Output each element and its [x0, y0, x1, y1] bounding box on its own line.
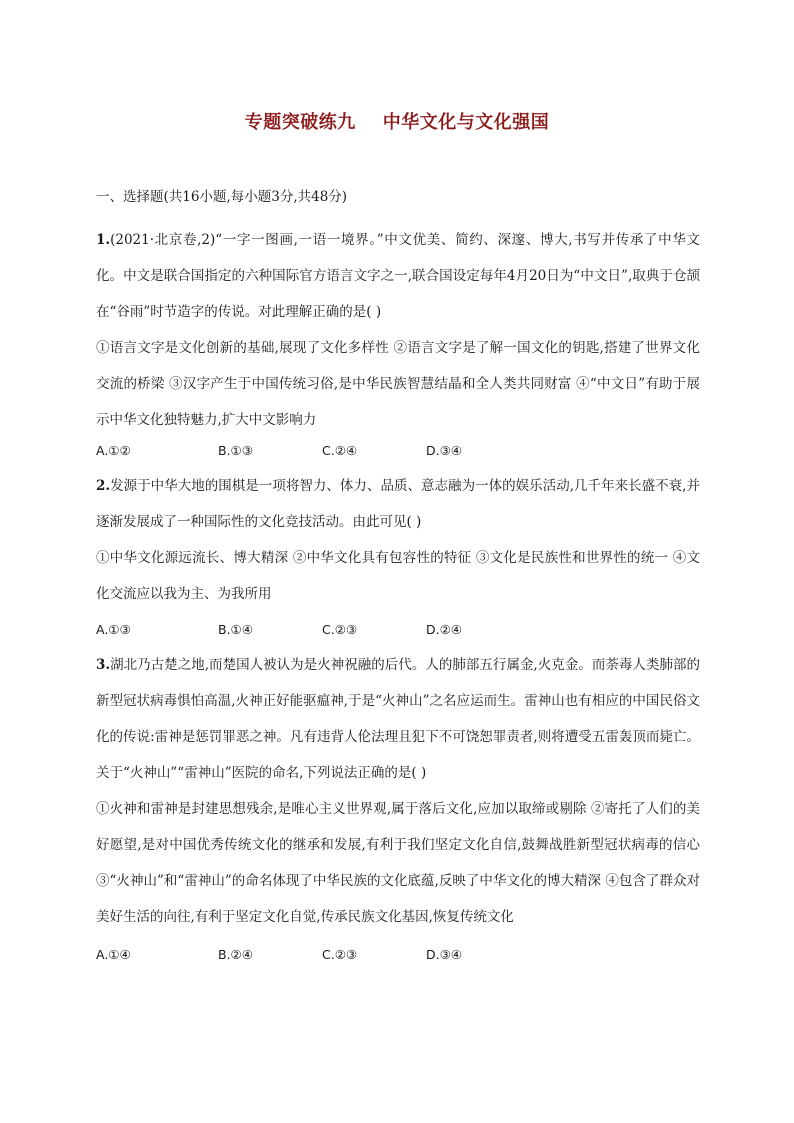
question-number: 2.	[96, 478, 111, 494]
option-d[interactable]: D.②④	[426, 622, 463, 637]
option-b[interactable]: B.①④	[218, 622, 253, 637]
option-a[interactable]: A.①③	[96, 622, 131, 637]
question-text: (2021·北京卷,2)“一字一图画,一语一境界。”中文优美、简约、深邃、博大,书写并传承了中华文化。中文是联合国指定的六种国际官方语言文字之一,联合国设定每年4月20日为“中文日”,取典于仓颉在“谷雨”时节造字的传说。对此理解正确的是( )	[96, 232, 700, 320]
page-title: 专题突破练九 中华文化与文化强国	[244, 112, 550, 133]
option-b[interactable]: B.①③	[218, 443, 253, 458]
question-number: 3.	[96, 657, 111, 673]
question-2	[96, 468, 700, 612]
question-3	[96, 647, 700, 935]
question-text: 发源于中华大地的围棋是一项将智力、体力、品质、意志融为一体的娱乐活动,几千年来长盛不衰,并逐渐发展成了一种国际性的文化竞技活动。由此可见( )	[96, 478, 700, 530]
section-heading: 一、选择题(共16小题,每小题3分,共48分)	[96, 189, 348, 205]
question-1-options	[96, 442, 700, 460]
question-3-stem	[96, 647, 700, 791]
option-a[interactable]: A.①④	[96, 947, 131, 962]
question-2-stem	[96, 468, 700, 540]
question-3-options	[96, 946, 700, 964]
option-d[interactable]: D.③④	[426, 443, 463, 458]
option-a[interactable]: A.①②	[96, 443, 131, 458]
question-3-statements: ①火神和雷神是封建思想残余,是唯心主义世界观,属于落后文化,应加以取缔或剔除 ②寄托了人们的美好愿望,是对中国优秀传统文化的继承和发展,有利于我们坚定文化自信,鼓舞战胜新型冠状病毒的信心 ③“火神山”和“雷神山”的命名体现了中华民族的文化底蕴,反映了中华文化的博大精深 ④包含了群众对美好生活的向往,有利于坚定文化自觉,传承民族文化基因,恢复传统文化	[96, 801, 700, 925]
option-d[interactable]: D.③④	[426, 947, 463, 962]
question-2-options	[96, 621, 700, 639]
question-text: 湖北乃古楚之地,而楚国人被认为是火神祝融的后代。人的肺部五行属金,火克金。而荼毒人类肺部的新型冠状病毒惧怕高温,火神正好能驱瘟神,于是“火神山”之名应运而生。雷神山也有相应的中国民俗文化的传说:雷神是惩罚罪恶之神。凡有违背人伦法理且犯下不可饶恕罪责者,则将遭受五雷轰顶而毙亡。关于“火神山”“雷神山”医院的命名,下列说法正确的是( )	[96, 657, 700, 781]
option-c[interactable]: C.②③	[322, 622, 358, 637]
option-b[interactable]: B.②④	[218, 947, 253, 962]
question-number: 1.	[96, 232, 111, 248]
option-c[interactable]: C.②③	[322, 947, 358, 962]
question-1	[96, 222, 700, 438]
question-1-stem	[96, 222, 700, 330]
question-1-statements: ①语言文字是文化创新的基础,展现了文化多样性 ②语言文字是了解一国文化的钥匙,搭建了世界文化交流的桥梁 ③汉字产生于中国传统习俗,是中华民族智慧结晶和全人类共同财富 ④“中文日”有助于展示中华文化独特魅力,扩大中文影响力	[96, 340, 700, 428]
question-2-statements: ①中华文化源远流长、博大精深 ②中华文化具有包容性的特征 ③文化是民族性和世界性的统一 ④文化交流应以我为主、为我所用	[96, 550, 700, 602]
option-c[interactable]: C.②④	[322, 443, 358, 458]
